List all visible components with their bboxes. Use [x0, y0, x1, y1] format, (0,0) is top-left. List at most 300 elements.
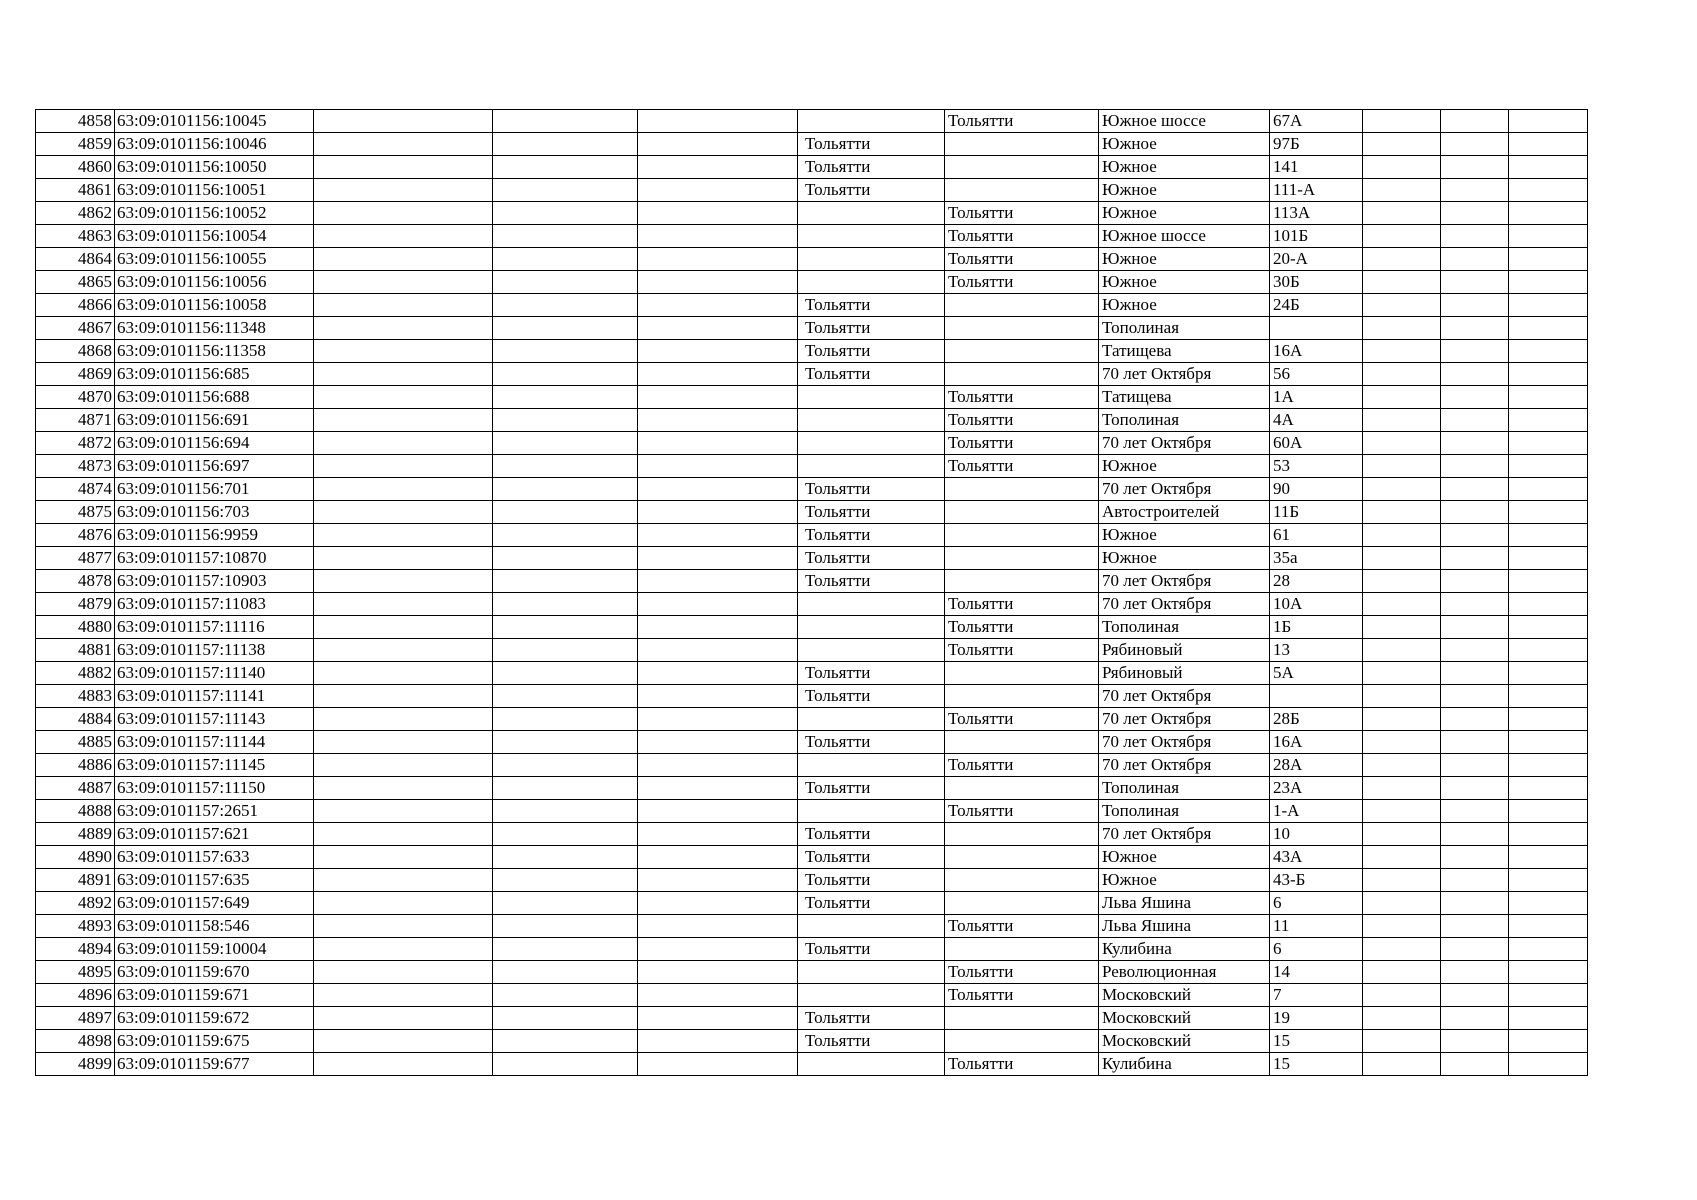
empty-cell: [1363, 984, 1441, 1007]
empty-cell: [1509, 662, 1588, 685]
house-number-cell: 24Б: [1270, 294, 1363, 317]
cadastral-number-cell: 63:09:0101156:11358: [115, 340, 314, 363]
street-cell: Южное: [1099, 133, 1270, 156]
street-cell: Тополиная: [1099, 777, 1270, 800]
empty-cell: [493, 432, 638, 455]
empty-cell: [493, 639, 638, 662]
empty-cell: [1441, 938, 1509, 961]
city-cell: [798, 616, 945, 639]
street-cell: Южное: [1099, 524, 1270, 547]
empty-cell: [1363, 823, 1441, 846]
row-number-cell: 4891: [36, 869, 115, 892]
street-cell: Льва Яшина: [1099, 892, 1270, 915]
empty-cell: [1441, 271, 1509, 294]
settlement-cell: [945, 685, 1099, 708]
settlement-cell: Тольятти: [945, 110, 1099, 133]
city-cell: Тольятти: [798, 570, 945, 593]
cadastral-number-cell: 63:09:0101156:691: [115, 409, 314, 432]
row-number-cell: 4899: [36, 1053, 115, 1076]
empty-cell: [314, 156, 493, 179]
empty-cell: [314, 386, 493, 409]
empty-cell: [638, 340, 798, 363]
empty-cell: [493, 271, 638, 294]
empty-cell: [1363, 202, 1441, 225]
row-number-cell: 4865: [36, 271, 115, 294]
empty-cell: [1363, 386, 1441, 409]
street-cell: Тополиная: [1099, 409, 1270, 432]
empty-cell: [314, 846, 493, 869]
empty-cell: [1441, 1053, 1509, 1076]
empty-cell: [638, 524, 798, 547]
empty-cell: [1441, 869, 1509, 892]
row-number-cell: 4887: [36, 777, 115, 800]
city-cell: [798, 110, 945, 133]
empty-cell: [1441, 754, 1509, 777]
house-number-cell: 10: [1270, 823, 1363, 846]
empty-cell: [493, 340, 638, 363]
empty-cell: [638, 869, 798, 892]
empty-cell: [1441, 478, 1509, 501]
city-cell: Тольятти: [798, 869, 945, 892]
city-cell: Тольятти: [798, 317, 945, 340]
empty-cell: [1509, 731, 1588, 754]
empty-cell: [1441, 846, 1509, 869]
row-number-cell: 4881: [36, 639, 115, 662]
row-number-cell: 4888: [36, 800, 115, 823]
cadastral-number-cell: 63:09:0101156:685: [115, 363, 314, 386]
empty-cell: [1441, 179, 1509, 202]
table-row: [36, 1007, 1588, 1030]
table-row: [36, 478, 1588, 501]
city-cell: [798, 708, 945, 731]
empty-cell: [1509, 455, 1588, 478]
cadastral-number-cell: 63:09:0101157:11144: [115, 731, 314, 754]
empty-cell: [1363, 409, 1441, 432]
empty-cell: [638, 938, 798, 961]
city-cell: [798, 800, 945, 823]
empty-cell: [638, 662, 798, 685]
empty-cell: [1363, 754, 1441, 777]
empty-cell: [1363, 317, 1441, 340]
row-number-cell: 4871: [36, 409, 115, 432]
empty-cell: [1363, 662, 1441, 685]
empty-cell: [1509, 869, 1588, 892]
table-row: [36, 524, 1588, 547]
empty-cell: [314, 1007, 493, 1030]
cadastral-number-cell: 63:09:0101157:11150: [115, 777, 314, 800]
empty-cell: [314, 478, 493, 501]
empty-cell: [1509, 386, 1588, 409]
settlement-cell: Тольятти: [945, 754, 1099, 777]
empty-cell: [638, 846, 798, 869]
table-row: [36, 800, 1588, 823]
settlement-cell: [945, 363, 1099, 386]
empty-cell: [1441, 225, 1509, 248]
empty-cell: [1509, 225, 1588, 248]
row-number-cell: 4895: [36, 961, 115, 984]
settlement-cell: Тольятти: [945, 248, 1099, 271]
table-row: [36, 616, 1588, 639]
street-cell: Южное: [1099, 271, 1270, 294]
table-row: [36, 777, 1588, 800]
cadastral-number-cell: 63:09:0101157:11116: [115, 616, 314, 639]
empty-cell: [493, 984, 638, 1007]
house-number-cell: 15: [1270, 1030, 1363, 1053]
house-number-cell: 28Б: [1270, 708, 1363, 731]
empty-cell: [638, 547, 798, 570]
empty-cell: [493, 570, 638, 593]
cadastral-number-cell: 63:09:0101156:10050: [115, 156, 314, 179]
cadastral-number-cell: 63:09:0101156:697: [115, 455, 314, 478]
cadastral-number-cell: 63:09:0101156:10058: [115, 294, 314, 317]
city-cell: [798, 984, 945, 1007]
house-number-cell: 1А: [1270, 386, 1363, 409]
empty-cell: [1363, 340, 1441, 363]
empty-cell: [1441, 432, 1509, 455]
empty-cell: [493, 202, 638, 225]
empty-cell: [1363, 892, 1441, 915]
empty-cell: [314, 616, 493, 639]
empty-cell: [1509, 248, 1588, 271]
city-cell: Тольятти: [798, 340, 945, 363]
empty-cell: [493, 501, 638, 524]
settlement-cell: Тольятти: [945, 616, 1099, 639]
empty-cell: [638, 202, 798, 225]
cadastral-number-cell: 63:09:0101157:11140: [115, 662, 314, 685]
empty-cell: [638, 156, 798, 179]
city-cell: Тольятти: [798, 524, 945, 547]
empty-cell: [638, 110, 798, 133]
empty-cell: [1509, 800, 1588, 823]
settlement-cell: Тольятти: [945, 593, 1099, 616]
cadastral-number-cell: 63:09:0101157:11083: [115, 593, 314, 616]
street-cell: Южное: [1099, 202, 1270, 225]
empty-cell: [1441, 1007, 1509, 1030]
empty-cell: [314, 777, 493, 800]
cadastral-number-cell: 63:09:0101156:701: [115, 478, 314, 501]
table-row: [36, 754, 1588, 777]
empty-cell: [493, 662, 638, 685]
cadastral-number-cell: 63:09:0101156:688: [115, 386, 314, 409]
city-cell: Тольятти: [798, 823, 945, 846]
settlement-cell: Тольятти: [945, 984, 1099, 1007]
cadastral-number-cell: 63:09:0101157:11145: [115, 754, 314, 777]
city-cell: [798, 271, 945, 294]
table-row: [36, 202, 1588, 225]
house-number-cell: 53: [1270, 455, 1363, 478]
settlement-cell: [945, 524, 1099, 547]
table-row: [36, 179, 1588, 202]
empty-cell: [314, 754, 493, 777]
empty-cell: [1441, 340, 1509, 363]
house-number-cell: [1270, 317, 1363, 340]
house-number-cell: 4А: [1270, 409, 1363, 432]
city-cell: [798, 1053, 945, 1076]
row-number-cell: 4883: [36, 685, 115, 708]
empty-cell: [638, 708, 798, 731]
empty-cell: [1509, 754, 1588, 777]
row-number-cell: 4897: [36, 1007, 115, 1030]
table-row: [36, 1030, 1588, 1053]
cadastral-number-cell: 63:09:0101157:2651: [115, 800, 314, 823]
settlement-cell: [945, 892, 1099, 915]
empty-cell: [1441, 110, 1509, 133]
empty-cell: [1363, 156, 1441, 179]
table-row: [36, 225, 1588, 248]
street-cell: 70 лет Октября: [1099, 478, 1270, 501]
empty-cell: [314, 731, 493, 754]
empty-cell: [314, 869, 493, 892]
city-cell: Тольятти: [798, 731, 945, 754]
empty-cell: [1441, 363, 1509, 386]
empty-cell: [1509, 478, 1588, 501]
city-cell: [798, 455, 945, 478]
cadastral-number-cell: 63:09:0101157:635: [115, 869, 314, 892]
house-number-cell: 101Б: [1270, 225, 1363, 248]
city-cell: [798, 961, 945, 984]
empty-cell: [1363, 731, 1441, 754]
settlement-cell: [945, 731, 1099, 754]
street-cell: Революционная: [1099, 961, 1270, 984]
empty-cell: [1441, 708, 1509, 731]
house-number-cell: 28А: [1270, 754, 1363, 777]
house-number-cell: 11: [1270, 915, 1363, 938]
empty-cell: [1363, 179, 1441, 202]
empty-cell: [314, 938, 493, 961]
empty-cell: [1441, 133, 1509, 156]
table-row: [36, 294, 1588, 317]
city-cell: Тольятти: [798, 179, 945, 202]
street-cell: 70 лет Октября: [1099, 363, 1270, 386]
house-number-cell: 113А: [1270, 202, 1363, 225]
empty-cell: [493, 409, 638, 432]
street-cell: 70 лет Октября: [1099, 432, 1270, 455]
empty-cell: [1441, 547, 1509, 570]
house-number-cell: 16А: [1270, 340, 1363, 363]
city-cell: Тольятти: [798, 156, 945, 179]
empty-cell: [638, 616, 798, 639]
row-number-cell: 4861: [36, 179, 115, 202]
empty-cell: [493, 455, 638, 478]
empty-cell: [314, 961, 493, 984]
empty-cell: [1363, 1007, 1441, 1030]
city-cell: [798, 386, 945, 409]
table-row: [36, 271, 1588, 294]
empty-cell: [1363, 248, 1441, 271]
empty-cell: [638, 639, 798, 662]
street-cell: Южное: [1099, 455, 1270, 478]
table-row: [36, 547, 1588, 570]
cadastral-number-cell: 63:09:0101156:703: [115, 501, 314, 524]
table-row: [36, 685, 1588, 708]
empty-cell: [1441, 455, 1509, 478]
empty-cell: [493, 616, 638, 639]
empty-cell: [314, 110, 493, 133]
settlement-cell: Тольятти: [945, 409, 1099, 432]
empty-cell: [1509, 961, 1588, 984]
street-cell: Рябиновый: [1099, 639, 1270, 662]
settlement-cell: [945, 570, 1099, 593]
city-cell: Тольятти: [798, 662, 945, 685]
row-number-cell: 4858: [36, 110, 115, 133]
row-number-cell: 4878: [36, 570, 115, 593]
empty-cell: [314, 984, 493, 1007]
empty-cell: [493, 225, 638, 248]
cadastral-number-cell: 63:09:0101159:672: [115, 1007, 314, 1030]
empty-cell: [493, 248, 638, 271]
empty-cell: [493, 1053, 638, 1076]
empty-cell: [1363, 294, 1441, 317]
house-number-cell: 28: [1270, 570, 1363, 593]
empty-cell: [1441, 248, 1509, 271]
empty-cell: [1363, 961, 1441, 984]
empty-cell: [1509, 777, 1588, 800]
empty-cell: [1363, 938, 1441, 961]
empty-cell: [1509, 823, 1588, 846]
empty-cell: [1509, 156, 1588, 179]
empty-cell: [1441, 386, 1509, 409]
empty-cell: [638, 501, 798, 524]
settlement-cell: [945, 869, 1099, 892]
row-number-cell: 4863: [36, 225, 115, 248]
cadastral-number-cell: 63:09:0101157:11143: [115, 708, 314, 731]
street-cell: Южное: [1099, 179, 1270, 202]
empty-cell: [1441, 1030, 1509, 1053]
empty-cell: [1441, 317, 1509, 340]
empty-cell: [314, 179, 493, 202]
empty-cell: [1441, 915, 1509, 938]
row-number-cell: 4898: [36, 1030, 115, 1053]
house-number-cell: 14: [1270, 961, 1363, 984]
table-row: [36, 892, 1588, 915]
empty-cell: [493, 593, 638, 616]
city-cell: [798, 225, 945, 248]
house-number-cell: 56: [1270, 363, 1363, 386]
empty-cell: [1509, 1053, 1588, 1076]
city-cell: Тольятти: [798, 846, 945, 869]
table-row: [36, 363, 1588, 386]
house-number-cell: 97Б: [1270, 133, 1363, 156]
empty-cell: [638, 386, 798, 409]
empty-cell: [493, 294, 638, 317]
empty-cell: [314, 1053, 493, 1076]
house-number-cell: 141: [1270, 156, 1363, 179]
row-number-cell: 4867: [36, 317, 115, 340]
city-cell: [798, 754, 945, 777]
street-cell: Рябиновый: [1099, 662, 1270, 685]
empty-cell: [638, 961, 798, 984]
empty-cell: [1509, 639, 1588, 662]
empty-cell: [493, 524, 638, 547]
city-cell: Тольятти: [798, 478, 945, 501]
cadastral-number-cell: 63:09:0101156:10056: [115, 271, 314, 294]
empty-cell: [314, 570, 493, 593]
table-row: [36, 984, 1588, 1007]
cadastral-number-cell: 63:09:0101156:10051: [115, 179, 314, 202]
empty-cell: [638, 685, 798, 708]
table-row: [36, 639, 1588, 662]
city-cell: Тольятти: [798, 892, 945, 915]
cadastral-number-cell: 63:09:0101156:10045: [115, 110, 314, 133]
street-cell: Южное: [1099, 547, 1270, 570]
street-cell: Кулибина: [1099, 1053, 1270, 1076]
empty-cell: [1441, 639, 1509, 662]
empty-cell: [493, 133, 638, 156]
street-cell: 70 лет Октября: [1099, 593, 1270, 616]
street-cell: 70 лет Октября: [1099, 731, 1270, 754]
city-cell: [798, 593, 945, 616]
table-row: [36, 110, 1588, 133]
empty-cell: [314, 455, 493, 478]
cadastral-number-cell: 63:09:0101156:10055: [115, 248, 314, 271]
empty-cell: [1441, 294, 1509, 317]
cadastral-number-cell: 63:09:0101156:11348: [115, 317, 314, 340]
empty-cell: [493, 547, 638, 570]
street-cell: Татищева: [1099, 340, 1270, 363]
empty-cell: [1509, 570, 1588, 593]
empty-cell: [1441, 731, 1509, 754]
cadastral-number-cell: 63:09:0101158:546: [115, 915, 314, 938]
settlement-cell: Тольятти: [945, 639, 1099, 662]
house-number-cell: 61: [1270, 524, 1363, 547]
cadastral-number-cell: 63:09:0101159:670: [115, 961, 314, 984]
city-cell: [798, 639, 945, 662]
empty-cell: [314, 823, 493, 846]
street-cell: 70 лет Октября: [1099, 708, 1270, 731]
empty-cell: [1509, 432, 1588, 455]
table-row: [36, 846, 1588, 869]
house-number-cell: 11Б: [1270, 501, 1363, 524]
cadastral-number-cell: 63:09:0101157:10870: [115, 547, 314, 570]
row-number-cell: 4862: [36, 202, 115, 225]
empty-cell: [1509, 524, 1588, 547]
row-number-cell: 4890: [36, 846, 115, 869]
empty-cell: [1363, 271, 1441, 294]
empty-cell: [1441, 892, 1509, 915]
street-cell: 70 лет Октября: [1099, 754, 1270, 777]
address-table: [35, 109, 1588, 1076]
empty-cell: [1509, 271, 1588, 294]
table-row: [36, 823, 1588, 846]
street-cell: 70 лет Октября: [1099, 823, 1270, 846]
empty-cell: [493, 915, 638, 938]
empty-cell: [314, 340, 493, 363]
empty-cell: [314, 524, 493, 547]
row-number-cell: 4877: [36, 547, 115, 570]
house-number-cell: 43-Б: [1270, 869, 1363, 892]
house-number-cell: 6: [1270, 938, 1363, 961]
empty-cell: [1441, 800, 1509, 823]
settlement-cell: [945, 156, 1099, 179]
empty-cell: [1363, 685, 1441, 708]
settlement-cell: Тольятти: [945, 225, 1099, 248]
empty-cell: [1363, 225, 1441, 248]
empty-cell: [1441, 524, 1509, 547]
empty-cell: [1363, 524, 1441, 547]
city-cell: [798, 915, 945, 938]
row-number-cell: 4884: [36, 708, 115, 731]
settlement-cell: [945, 846, 1099, 869]
empty-cell: [638, 1007, 798, 1030]
empty-cell: [1441, 593, 1509, 616]
empty-cell: [638, 754, 798, 777]
empty-cell: [1363, 708, 1441, 731]
empty-cell: [638, 455, 798, 478]
table-row: [36, 961, 1588, 984]
cadastral-number-cell: 63:09:0101159:675: [115, 1030, 314, 1053]
empty-cell: [1509, 202, 1588, 225]
empty-cell: [1509, 1007, 1588, 1030]
